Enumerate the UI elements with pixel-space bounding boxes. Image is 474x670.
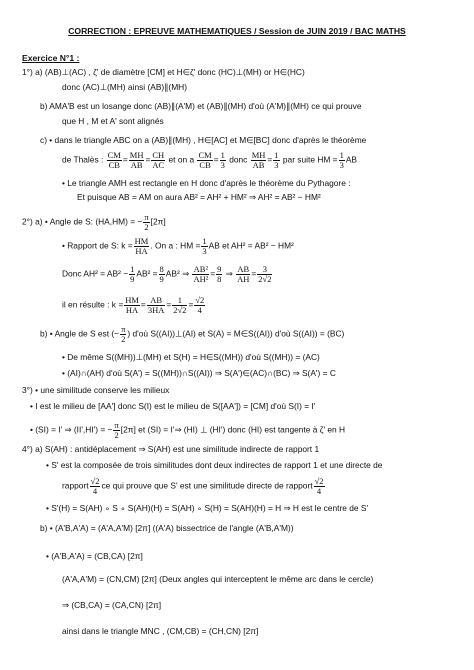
thales-label: de Thalès : <box>62 154 104 165</box>
line-2b: b) • Angle de S est (− $\frac{\pi}{2}$ ) d'où S((AI))⊥(AI) et S(A) = M∈S((AI)) d'où S((AI)) = (BC) <box>40 324 345 344</box>
numerator: 1 <box>172 296 187 306</box>
line-pythagore: • Le triangle AMH est rectangle en H donc d'après le théorème du Pythagore : <box>62 178 351 188</box>
line-rapport <box>62 237 294 256</box>
frac-pi-2 <box>143 213 149 232</box>
equals-sign: = <box>145 154 151 165</box>
numerator: AB <box>147 296 166 306</box>
frac-ab2-ah2 <box>192 265 209 284</box>
ab2-implies: AB² ⇒ <box>165 268 190 279</box>
numerator: 3 <box>257 265 272 275</box>
denominator: AB <box>252 160 265 170</box>
frac-r2-4 <box>194 296 205 315</box>
frac-pi-2-c <box>113 421 119 440</box>
line-4b-triangle: ainsi dans le triangle MNC , (CM,CB) = (CH,CN) [2π] <box>62 626 259 636</box>
ab2-text: AB² = <box>136 268 158 279</box>
line-4b-angle2: (A'A,A'M) = (CN,CM) [2π] (Deux angles qui interceptent le même arc dans le cercle) <box>62 574 374 584</box>
frac-one-ninth <box>129 265 135 284</box>
line-1a: 1°) a) (AB)⊥(AC) , ζ' de diamètre [CM] et H∈ζ' donc (HC)⊥(MH) or H∈(HC) <box>22 67 305 77</box>
denominator: AC <box>152 160 165 170</box>
numerator: CM <box>198 150 212 160</box>
ab-term: AB <box>345 154 358 165</box>
denominator: 3 <box>202 246 207 256</box>
frac-one-third-3 <box>339 151 345 170</box>
denominator: 4 <box>92 486 98 496</box>
line-3-milieu: • I est le milieu de [AA'] donc S(I) est le milieu de S([AA']) = [CM] d'où S(I) = I' <box>30 401 316 411</box>
denominator: 2√2 <box>173 305 187 315</box>
numerator: HM <box>134 236 149 246</box>
equals-sign: = <box>267 154 273 165</box>
numerator: CH <box>152 150 165 160</box>
line-s-aprime: • (AI)∩(AH) d'où S(A') = S((MH))∩S((AI)) ⇒ S(A')∈(AC)∩(BC) ⇒ S(A') = C <box>62 368 336 378</box>
denominator: AH <box>237 274 250 284</box>
numerator: 1 <box>202 236 207 246</box>
numerator: 1 <box>130 264 135 274</box>
numerator: 1 <box>339 150 344 160</box>
line-2a-angle <box>22 213 166 232</box>
numerator: π <box>114 420 119 430</box>
line-thales <box>62 151 357 170</box>
frac-eight-ninth <box>159 265 165 284</box>
numerator: √2 <box>314 476 324 486</box>
line-3: 3°) • une similitude conserve les milieux <box>22 385 170 395</box>
numerator: 1 <box>274 150 279 160</box>
numerator: π <box>121 324 126 334</box>
line-1a-cont: donc (AC)⊥(MH) ainsi (AB)∥(MH) <box>62 82 188 92</box>
on-a-text: . On a : HM = <box>150 240 201 251</box>
line-4-compose: • S' est la composée de trois similitudes dont deux indirectes de rapport 1 et une directe de <box>46 460 383 470</box>
frac-hm-ha <box>134 237 150 256</box>
page-title: CORRECTION : EPREUVE MATHEMATIQUES / Session de JUIN 2019 / BAC MATHS <box>68 26 406 36</box>
equals-sign: = <box>188 299 194 310</box>
denominator: 2 <box>144 222 149 232</box>
denominator: 2√2 <box>258 274 272 284</box>
denominator: CB <box>108 160 120 170</box>
frac-one-third-2 <box>273 151 279 170</box>
equals-sign: = <box>140 299 146 310</box>
line-1b: b) AMA'B est un losange donc (AB)∥(A'M) et (AB)∥(MH) d'où (A'M)∥(MH) ce qui prouve <box>40 101 362 111</box>
resulte-text: il en résulte : k = <box>62 299 124 310</box>
rapport-conclusion: ce qui prouve que S' est une similitude directe de rapport <box>101 480 313 491</box>
mod-2pi: [2π] <box>150 216 166 227</box>
numerator: HM <box>125 295 139 305</box>
line-resulte <box>62 296 206 315</box>
and-we-have: et on a <box>168 154 195 165</box>
line-4-centre: • S'(H) = S(AH) ∘ S ∘ S(AH)(H) = S(AH) ∘ S(H) = S(AH)(H) = H ⇒ H est le centre de S' <box>46 503 369 513</box>
numerator: √2 <box>90 476 100 486</box>
line-donc-ah2 <box>62 265 273 284</box>
denominator: 3 <box>220 160 225 170</box>
frac-r2-4-b <box>90 477 101 496</box>
frac-cm-cb-2 <box>197 151 212 170</box>
equals-sign: = <box>213 154 219 165</box>
numerator: 1 <box>220 150 225 160</box>
equals-sign: = <box>251 268 257 279</box>
denominator: CB <box>199 160 211 170</box>
rapport-word: rapport <box>62 480 89 491</box>
frac-hm-ha-2 <box>124 296 140 315</box>
frac-one-2r2 <box>172 296 187 315</box>
denominator: 3 <box>339 160 344 170</box>
numerator: CM <box>107 150 121 160</box>
equals-sign: = <box>166 299 172 310</box>
frac-pi-2-b <box>120 325 126 344</box>
line-1b-cont: que H , M et A' sont alignés <box>62 116 164 126</box>
line-1c: c) • dans le triangle ABC on a (AB)∥(MH) , H∈[AC] et M∈[BC] donc d'après le théorème <box>40 135 367 145</box>
frac-one-third <box>220 151 226 170</box>
line-de-meme: • De même S((MH))⊥(MH) et S(H) = H∈S((MH)) d'où S((MH)) = (AC) <box>62 352 320 362</box>
denominator: 4 <box>197 305 202 315</box>
denominator: 2 <box>114 430 119 440</box>
frac-mh-ab <box>129 151 145 170</box>
equals-sign: = <box>210 268 216 279</box>
frac-nine-eighth <box>216 265 222 284</box>
equals-sign: = <box>122 154 128 165</box>
denominator: 3HA <box>147 305 165 315</box>
angle-s-text: b) • Angle de S est <box>40 328 110 339</box>
frac-r2-4-c <box>314 477 325 496</box>
line-4a: 4°) a) S(AH) : antidéplacement ⇒ S(AH) est une similitude indirecte de rapport 1 <box>22 444 320 454</box>
frac-cm-cb <box>107 151 122 170</box>
denominator: AH² <box>193 274 209 284</box>
frac-one-third-4 <box>201 237 207 256</box>
line-4b-implies: ⇒ (CB,CA) = (CA,CN) [2π] <box>62 600 162 610</box>
denominator: HA <box>125 305 139 315</box>
numerator: AB <box>237 264 250 274</box>
denominator: 3 <box>274 160 279 170</box>
ah2-text: AB et AH² = AB² − HM² <box>208 240 294 251</box>
donc-word: donc <box>229 154 248 165</box>
implies-sign: ⇒ <box>225 268 233 279</box>
rapport-text: • Rapport de S: k = <box>62 240 133 251</box>
numerator: √2 <box>195 295 205 305</box>
numerator: 8 <box>159 264 164 274</box>
tangente-b: [2π] et (SI) = I'⇒ (HI) ⊥ (HI') donc (HI) est tangente à ζ' en H <box>120 424 346 435</box>
line-4b-angle1: • (A'B,A'A) = (CB,CA) [2π] <box>46 551 143 561</box>
denominator: 8 <box>217 274 222 284</box>
line-4b: b) • (A'B,A'A) = (A'A,A'M) [2π] ((A'A) bissectrice de l'angle (A'B,A'M)) <box>40 523 294 533</box>
denominator: AB <box>130 160 143 170</box>
line-3-tangente <box>30 421 345 440</box>
denominator: 2 <box>121 334 126 344</box>
numerator: π <box>144 212 149 222</box>
numerator: MH <box>251 150 266 160</box>
donc-ah2-text: Donc AH² = AB² − <box>62 268 129 279</box>
line-4-rapport <box>62 477 326 496</box>
numerator: MH <box>129 150 144 160</box>
par-suite: par suite HM = <box>282 154 338 165</box>
frac-mh-ab-2 <box>251 151 267 170</box>
tangente-a: • (SI) = I' ⇒ (II',HI') = − <box>30 424 113 435</box>
numerator: AB² <box>193 264 209 274</box>
denominator: HA <box>135 246 148 256</box>
exercise-heading: Exercice N°1 : <box>22 53 80 63</box>
frac-ch-ac <box>151 151 165 170</box>
denominator: 9 <box>130 274 135 284</box>
denominator: 4 <box>316 486 322 496</box>
angle-text: 2°) a) • Angle de S: (HA,HM) = − <box>22 216 143 227</box>
line-ab-am: Et puisque AB = AM on aura AB² = AH² + HM² ⇒ AH² = AB² − HM² <box>77 192 321 202</box>
frac-ab-3ha <box>147 296 166 315</box>
numerator: 9 <box>217 264 222 274</box>
s-ai-text: d'où S((AI))⊥(AI) et S(A) = M∈S((AI)) d'où S((AI)) = (BC) <box>132 328 345 339</box>
frac-three-2r2 <box>257 265 272 284</box>
denominator: 9 <box>159 274 164 284</box>
frac-ab-ah <box>236 265 250 284</box>
